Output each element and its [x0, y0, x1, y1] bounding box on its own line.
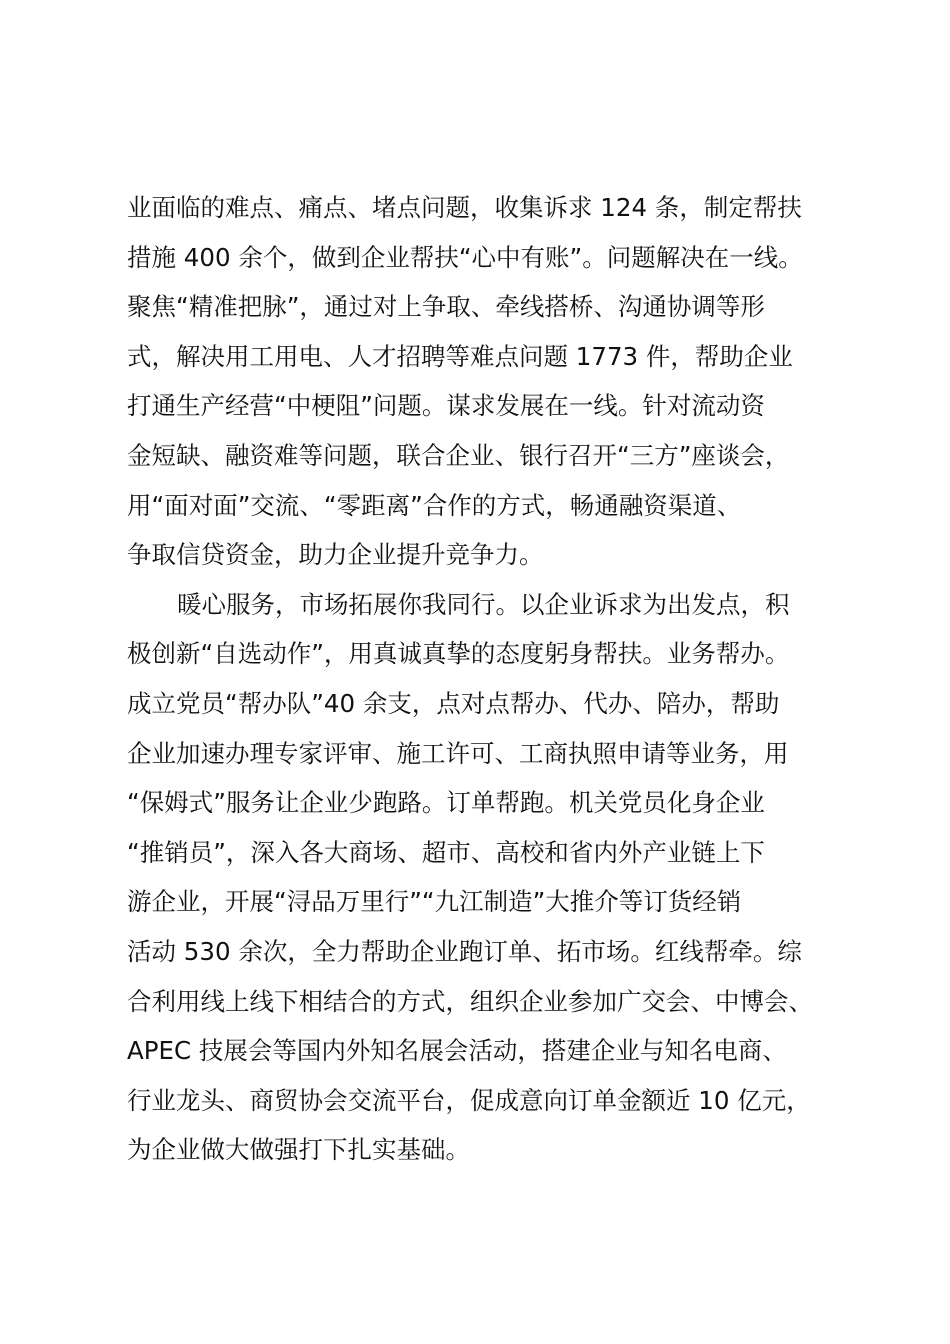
text-line: 金短缺、融资难等问题，联合企业、银行召开“三方”座谈会，: [127, 440, 790, 470]
text-line: 打通生产经营“中梗阻”问题。谋求发展在一线。针对流动资: [127, 391, 765, 421]
text-line: 为企业做大做强打下扎实基础。: [127, 1135, 470, 1165]
text-line: 争取信贷资金，助力企业提升竞争力。: [127, 540, 544, 570]
text-line: 游企业，开展“浔品万里行”“九江制造”大推介等订货经销: [127, 887, 742, 917]
text-line: 极创新“自选动作”，用真诚真挚的态度躬身帮扶。业务帮办。: [127, 639, 790, 669]
text-line: 行业龙头、商贸协会交流平台，促成意向订单金额近 10 亿元，: [127, 1085, 811, 1115]
paragraph-first-line: 暖心服务，市场拓展你我同行。以企业诉求为出发点，积: [177, 589, 790, 619]
text-line: 活动 530 余次，全力帮助企业跑订单、拓市场。红线帮牵。综: [127, 936, 802, 966]
body-text: [127, 183, 867, 1175]
text-line: 合利用线上线下相结合的方式，组织企业参加广交会、中博会、: [127, 986, 813, 1016]
text-line: 企业加速办理专家评审、施工许可、工商执照申请等业务，用: [127, 738, 789, 768]
text-line: 式，解决用工用电、人才招聘等难点问题 1773 件，帮助企业: [127, 341, 793, 371]
text-line: “推销员”，深入各大商场、超市、高校和省内外产业链上下: [127, 837, 765, 867]
text-line: 业面临的难点、痛点、堵点问题，收集诉求 124 条，制定帮扶: [127, 193, 802, 222]
text-line: APEC 技展会等国内外知名展会活动，搭建企业与知名电商、: [127, 1036, 787, 1066]
text-line: 措施 400 余个，做到企业帮扶“心中有账”。问题解决在一线。: [127, 242, 803, 272]
text-line: 聚焦“精准把脉”，通过对上争取、牵线搭桥、沟通协调等形: [127, 292, 765, 322]
text-line: “保姆式”服务让企业少跑路。订单帮跑。机关党员化身企业: [127, 788, 765, 818]
text-line: 成立党员“帮办队”40 余支，点对点帮办、代办、陪办，帮助: [127, 688, 780, 718]
text-line: 用“面对面”交流、“零距离”合作的方式，畅通融资渠道、: [127, 490, 742, 520]
